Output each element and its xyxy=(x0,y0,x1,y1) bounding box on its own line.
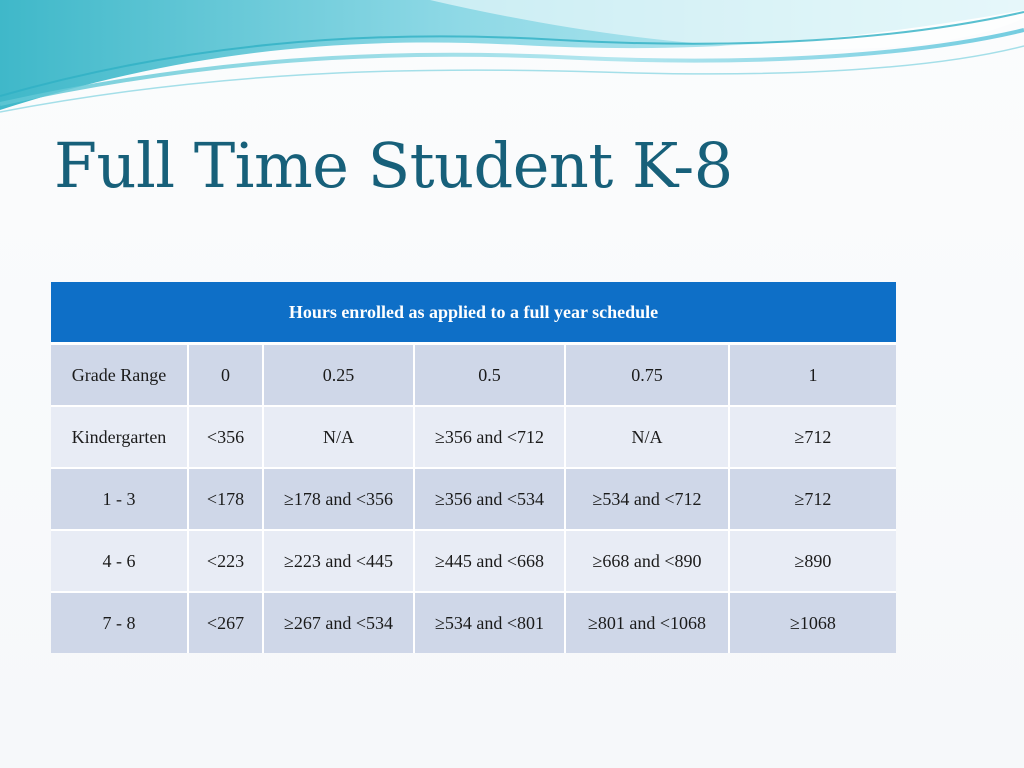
table-cell: ≥1068 xyxy=(729,592,896,653)
table-cell: Kindergarten xyxy=(51,406,188,468)
table-cell: 1 - 3 xyxy=(51,468,188,530)
table-cell: ≥712 xyxy=(729,406,896,468)
column-header: Grade Range xyxy=(51,344,188,407)
column-header: 0.5 xyxy=(414,344,565,407)
table-cell: ≥534 and <712 xyxy=(565,468,729,530)
slide-title: Full Time Student K-8 xyxy=(54,129,733,202)
table-cell: ≥178 and <356 xyxy=(263,468,414,530)
table-cell: N/A xyxy=(565,406,729,468)
table-cell: ≥445 and <668 xyxy=(414,530,565,592)
table-cell: N/A xyxy=(263,406,414,468)
table-cell: ≥223 and <445 xyxy=(263,530,414,592)
table-cell: ≥356 and <712 xyxy=(414,406,565,468)
column-header: 0.75 xyxy=(565,344,729,407)
table-cell: ≥534 and <801 xyxy=(414,592,565,653)
table-cell: 4 - 6 xyxy=(51,530,188,592)
hours-table xyxy=(51,282,896,653)
table-cell: <356 xyxy=(188,406,263,468)
table-row xyxy=(51,530,896,592)
table-cell: ≥712 xyxy=(729,468,896,530)
table-cell: <178 xyxy=(188,468,263,530)
column-header: 0 xyxy=(188,344,263,407)
table-cell: <223 xyxy=(188,530,263,592)
table-cell: 7 - 8 xyxy=(51,592,188,653)
table-caption-row xyxy=(51,282,896,344)
table-header-row xyxy=(51,344,896,407)
decorative-wave-banner xyxy=(0,0,1024,130)
table-cell: ≥890 xyxy=(729,530,896,592)
column-header: 1 xyxy=(729,344,896,407)
table-row xyxy=(51,592,896,653)
table-cell: ≥801 and <1068 xyxy=(565,592,729,653)
table-cell: ≥668 and <890 xyxy=(565,530,729,592)
table-row xyxy=(51,468,896,530)
table-cell: <267 xyxy=(188,592,263,653)
table-row xyxy=(51,406,896,468)
column-header: 0.25 xyxy=(263,344,414,407)
table-caption: Hours enrolled as applied to a full year schedule xyxy=(51,282,896,344)
table-cell: ≥356 and <534 xyxy=(414,468,565,530)
table-cell: ≥267 and <534 xyxy=(263,592,414,653)
